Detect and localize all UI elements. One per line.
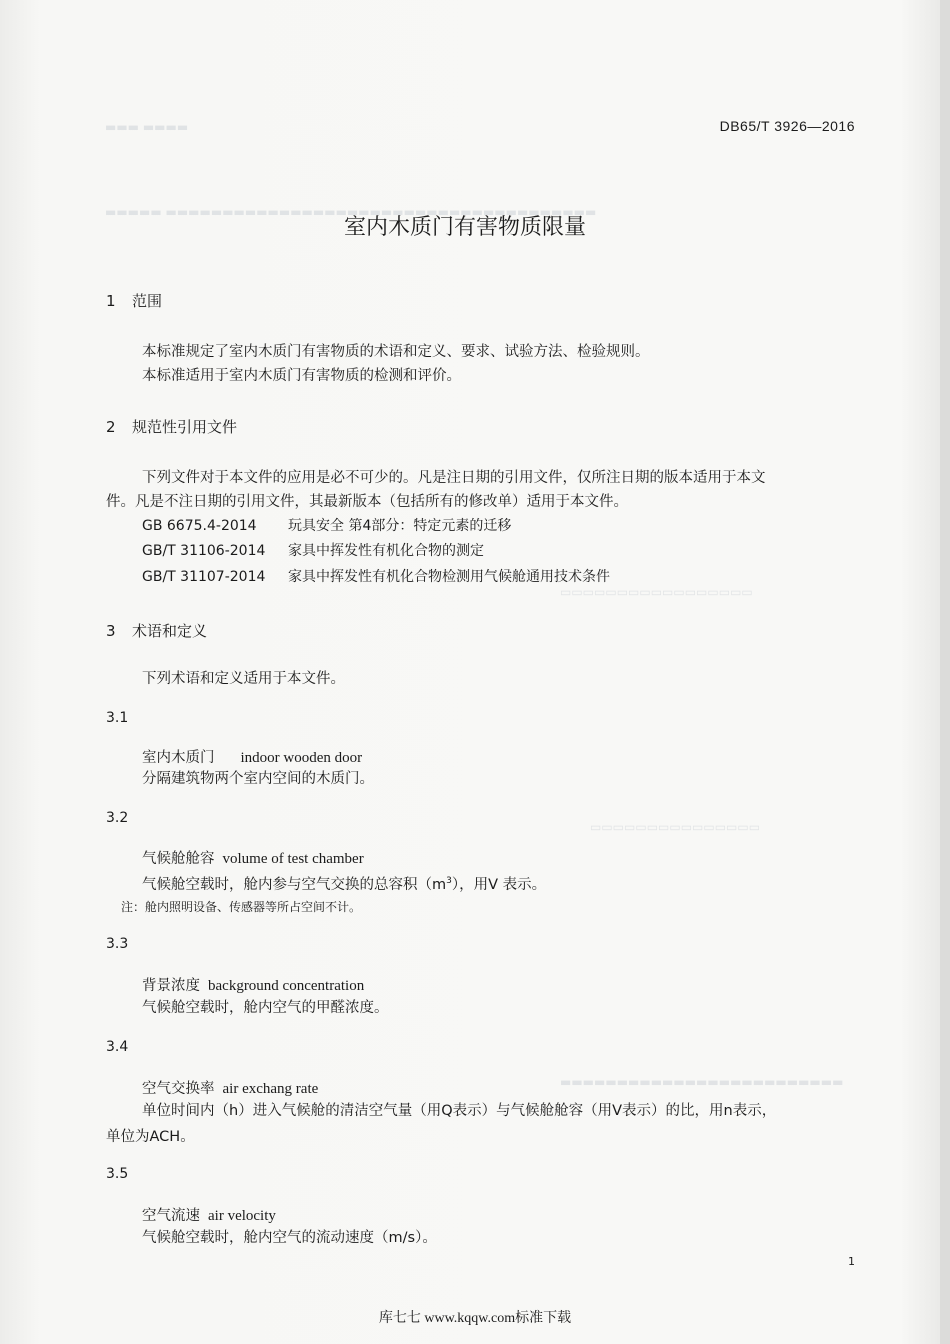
reference-title: 家具中挥发性有机化合物的测定 — [288, 543, 484, 559]
definition-text: ），用V 表示。 — [451, 876, 547, 893]
term-number: 3.3 — [106, 936, 129, 952]
reference-item — [142, 515, 511, 538]
term-heading — [142, 847, 364, 868]
term-english: volume of test chamber — [222, 851, 364, 867]
term-number: 3.2 — [106, 810, 129, 826]
term-english: air velocity — [208, 1208, 276, 1224]
section-1-heading — [106, 290, 162, 311]
term-definition: 单位为ACH。 — [106, 1129, 195, 1145]
page-number: 1 — [848, 1255, 855, 1268]
term-chinese: 气候舱舱容 — [142, 851, 215, 867]
term-note: 注：舱内照明设备、传感器等所占空间不计。 — [121, 900, 362, 914]
term-chinese: 背景浓度 — [142, 978, 200, 994]
paragraph: 下列文件对于本文件的应用是必不可少的。凡是注日期的引用文件，仅所注日期的版本适用于本文 — [142, 470, 766, 486]
term-definition: 分隔建筑物两个室内空间的木质门。 — [142, 771, 374, 787]
document-title: 室内木质门有害物质限量 — [343, 215, 586, 240]
section-number: 2 — [106, 418, 116, 436]
paragraph: 本标准规定了室内木质门有害物质的术语和定义、要求、试验方法、检验规则。 — [142, 344, 650, 360]
bleed-through-mark: ▬▬▬▬▬▬▬▬▬▬▬▬▬▬▬▬▬▬▬▬▬▬▬▬▬ — [560, 1075, 844, 1089]
term-chinese: 空气交换率 — [142, 1081, 215, 1097]
term-definition — [142, 870, 546, 896]
section-title: 范围 — [132, 292, 163, 310]
section-title: 规范性引用文件 — [132, 418, 238, 436]
section-3-heading — [106, 620, 207, 641]
section-number: 1 — [106, 292, 116, 310]
standard-code: DB65/T 3926—2016 — [719, 118, 855, 134]
section-title: 术语和定义 — [132, 622, 208, 640]
term-chinese: 空气流速 — [142, 1208, 200, 1224]
reference-code: GB/T 31107-2014 — [142, 569, 266, 585]
paragraph: 件。凡是不注日期的引用文件，其最新版本（包括所有的修改单）适用于本文件。 — [106, 494, 628, 510]
term-number: 3.5 — [106, 1166, 129, 1182]
reference-code: GB/T 31106-2014 — [142, 543, 266, 559]
term-heading — [142, 974, 364, 995]
section-number: 3 — [106, 622, 116, 640]
bleed-through-mark: ▬▬▬ ▬▬▬▬ — [105, 120, 189, 134]
reference-code: GB 6675.4-2014 — [142, 518, 257, 534]
term-english: air exchang rate — [222, 1081, 319, 1097]
bleed-through-mark: ▭▭▭▭▭▭▭▭▭▭▭▭▭▭▭ — [590, 820, 761, 834]
term-definition: 气候舱空载时，舱内空气的甲醛浓度。 — [142, 1000, 389, 1016]
reference-title: 家具中挥发性有机化合物检测用气候舱通用技术条件 — [288, 569, 610, 585]
term-english: background concentration — [208, 978, 365, 994]
paragraph: 本标准适用于室内木质门有害物质的检测和评价。 — [142, 368, 461, 384]
term-chinese: 室内木质门 — [142, 750, 215, 766]
term-english: indoor wooden door — [240, 750, 363, 766]
term-definition: 单位时间内（h）进入气候舱的清洁空气量（用Q表示）与气候舱舱容（用V表示）的比，用n表示， — [142, 1103, 777, 1119]
term-definition: 气候舱空载时，舱内空气的流动速度（m/s）。 — [142, 1230, 437, 1246]
page-edge-shadow — [940, 0, 950, 1344]
reference-title: 玩具安全 第4部分：特定元素的迁移 — [288, 518, 512, 534]
term-number: 3.4 — [106, 1039, 129, 1055]
bleed-through-mark: ▭▭▭▭▭▭▭▭▭▭▭▭▭▭▭▭▭ — [560, 585, 753, 599]
footer-watermark: 库七七 www.kqqw.com标准下载 — [378, 1311, 572, 1326]
superscript: 3 — [446, 876, 452, 886]
term-heading — [142, 746, 362, 767]
definition-text: 气候舱空载时，舱内参与空气交换的总容积（m — [142, 876, 447, 893]
term-heading — [142, 1077, 318, 1098]
bleed-through-mark: ▬▬▬▬▬ ▬▬▬▬▬▬▬▬▬▬▬▬▬▬▬▬▬▬▬▬▬▬▬▬▬▬▬▬▬▬▬▬▬▬▬▬▬▬ — [105, 205, 597, 219]
paragraph: 下列术语和定义适用于本文件。 — [142, 671, 345, 687]
reference-item — [142, 540, 484, 563]
term-number: 3.1 — [106, 710, 129, 726]
reference-item — [142, 566, 610, 589]
section-2-heading — [106, 416, 237, 437]
term-heading — [142, 1204, 276, 1225]
